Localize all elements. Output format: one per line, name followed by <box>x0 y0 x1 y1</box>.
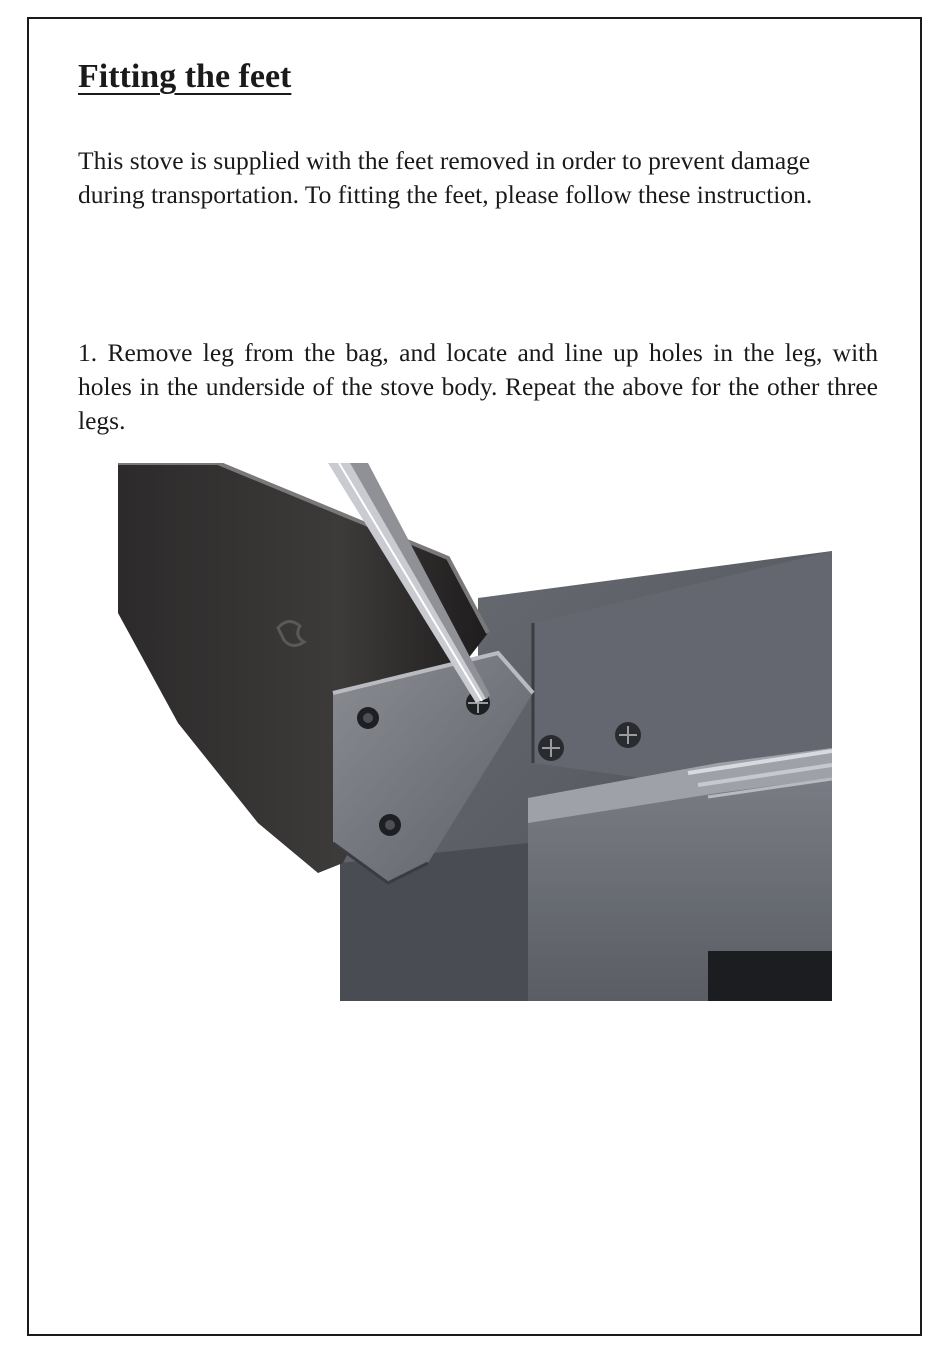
stove-leg-photo-icon <box>118 463 832 1001</box>
stove-leg-photo <box>118 463 832 1001</box>
intro-paragraph: This stove is supplied with the feet removed in order to prevent damage during transportation. To fitting the feet, please follow these instruction. <box>78 146 813 209</box>
step-1-instruction: 1. Remove leg from the bag, and locate and line up holes in the leg, with holes in the underside of the stove body. Repeat the above for the other three legs. <box>78 338 878 435</box>
page-title: Fitting the feet <box>78 58 292 95</box>
